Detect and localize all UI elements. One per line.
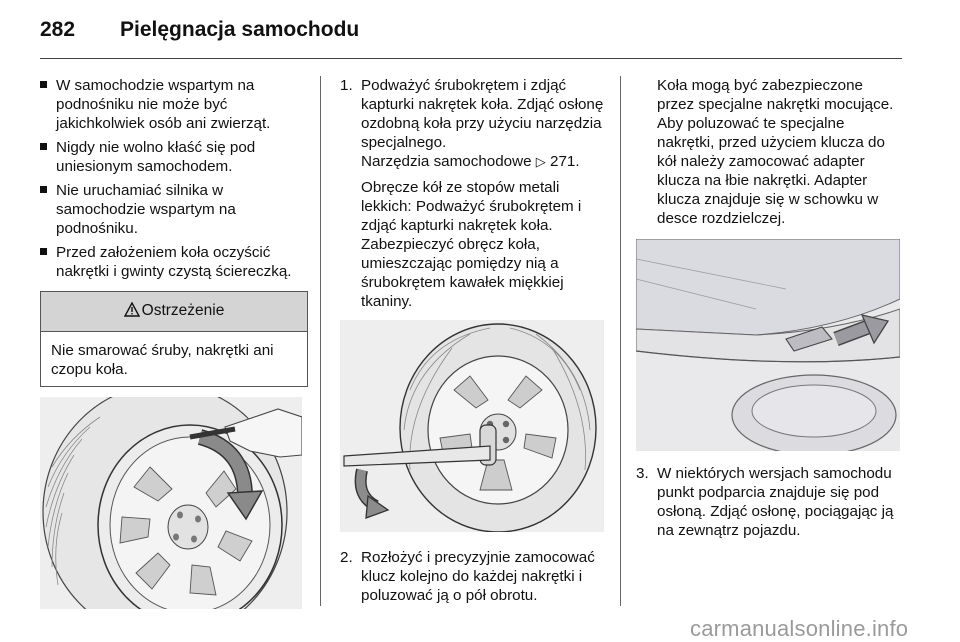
warning-box [40,291,308,387]
reference-triangle-icon: ▷ [535,154,546,169]
bullet-square-icon [40,248,47,255]
step-1-note: Obręcze kół ze stopów metali lekkich: Podważyć śrubokrętem i zdjąć kapturki nakrętek koła. Zabezpieczyć obręcz koła, umieszczając pomiędzy nią a śrubokrętem kawałek miękkiej tkaniny. [361,179,582,310]
right-column [636,76,904,540]
figure-jacking-point-cover [636,239,900,451]
cross-reference[interactable]: Narzędzia samochodowe ▷ 271. [361,153,580,170]
column-divider-1 [320,76,321,606]
bullet-item: Nigdy nie wolno kłaść się pod uniesionym samochodem. [40,138,308,176]
bullet-square-icon [40,143,47,150]
warning-title: Ostrzeżenie [141,302,225,319]
middle-column [340,76,604,605]
locking-nuts-paragraph: Koła mogą być zabezpieczone przez specjalne nakrętki mocujące. Aby poluzować te specjalne nakrętki, przed użyciem klucza do kół należy zamocować adapter klucza na łbie nakrętki. Adapter klucza znajduje się w schowku w desce rozdzielczej. [657,77,894,227]
warning-header [41,292,307,332]
left-column [40,76,308,609]
warning-triangle-icon [124,302,140,322]
header-rule [40,58,902,59]
page-header [40,18,359,42]
step-2: 2. Rozłożyć i precyzyjnie zamocować klucz kolejno do każdej nakrętki i poluzować ją o pół obrotu. [340,549,595,604]
figure-hubcap-removal [40,397,302,609]
bullet-item: Nie uruchamiać silnika w samochodzie wspartym na podnośniku. [40,181,308,238]
step-1: 1. Podważyć śrubokrętem i zdjąć kapturki nakrętek koła. Zdjąć osłonę ozdobną koła przy użyciu narzędzia specjalnego. Narzędzia samochodowe ▷ 271. [340,77,604,170]
page-title: Pielęgnacja samochodu [120,18,360,41]
figure-wheel-wrench [340,320,604,532]
step-3: 3. W niektórych wersjach samochodu punkt podparcia znajduje się pod osłoną. Zdjąć osłonę, pociągając ją na zewnątrz pojazdu. [636,465,894,539]
bullet-square-icon [40,81,47,88]
watermark: carmanualsonline.info [690,616,909,641]
bullet-square-icon [40,186,47,193]
bullet-item: Przed założeniem koła oczyścić nakrętki i gwinty czystą ściereczką. [40,243,308,281]
page-number: 282 [40,18,76,41]
bullet-item: W samochodzie wspartym na podnośniku nie może być jakichkolwiek osób ani zwierząt. [40,76,308,133]
column-divider-2 [620,76,621,606]
bullet-list [40,76,308,281]
warning-text: Nie smarować śruby, nakrętki ani czopu koła. [51,342,274,378]
